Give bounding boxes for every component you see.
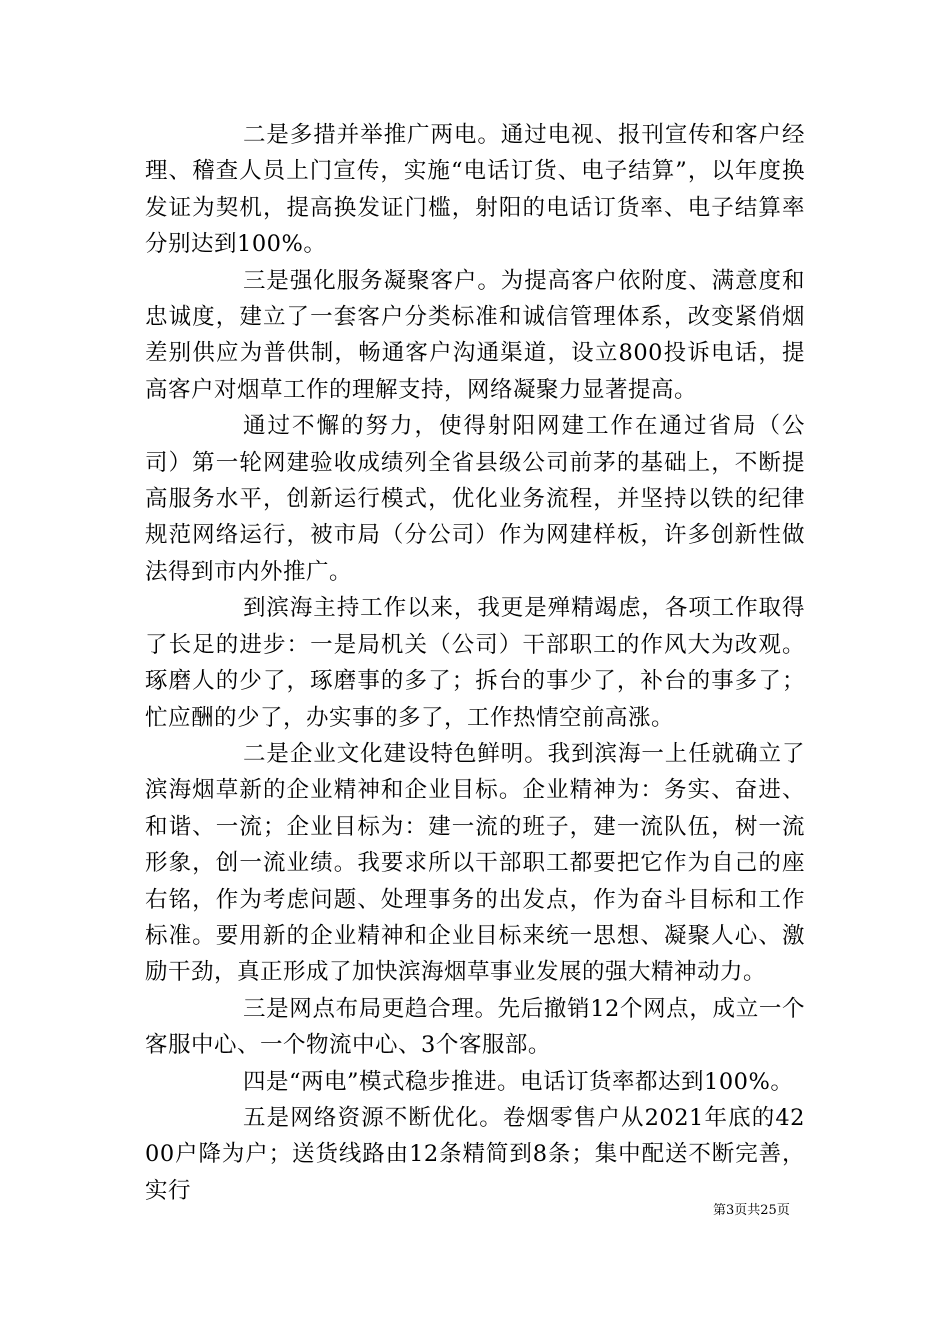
paragraph-corporate-culture: 二是企业文化建设特色鲜明。我到滨海一上任就确立了滨海烟草新的企业精神和企业目标。企业精神为：务实、奋进、和谐、一流；企业目标为：建一流的班子，建一流队伍，树一流形象，创一流业绩。我要求所以干部职工都要把它作为自己的座右铭，作为考虑问题、处理事务的出发点，作为奋斗目标和工作标准。要用新的企业精神和企业目标来统一思想、凝聚人心、激励干劲，真正形成了加快滨海烟草事业发展的强大精神动力。 (145, 740, 805, 986)
paragraph-binhai-progress: 到滨海主持工作以来，我更是殚精竭虑，各项工作取得了长足的进步：一是局机关（公司）干部职工的作风大为改观。琢磨人的少了，琢磨事的多了；拆台的事少了，补台的事多了；忙应酬的少了，办实事的多了，工作热情空前高涨。 (145, 595, 805, 731)
paragraph-strengthen-service: 三是强化服务凝聚客户。为提高客户依附度、满意度和忠诚度，建立了一套客户分类标准和诚信管理体系，改变紧俏烟差别供应为普供制，畅通客户沟通渠道，设立800投诉电话，提高客户对烟草工作的理解支持，网络凝聚力显著提高。 (145, 267, 805, 403)
page-number-footer: 第3页共25页 (713, 1203, 790, 1218)
document-body (145, 117, 805, 1209)
paragraph-sheyang-achievements: 通过不懈的努力，使得射阳网建工作在通过省局（公司）第一轮网建验收成绩列全省县级公司前茅的基础上，不断提高服务水平，创新运行模式，优化业务流程，并坚持以铁的纪律规范网络运行，被市局（分公司）作为网建样板，许多创新性做法得到市内外推广。 (145, 413, 805, 585)
paragraph-two-electronics-mode: 四是“两电”模式稳步推进。电话订货率都达到100%。 (243, 1068, 794, 1095)
paragraph-network-layout: 三是网点布局更趋合理。先后撤销12个网点，成立一个客服中心、一个物流中心、3个客服部。 (145, 995, 805, 1059)
paragraph-network-resources: 五是网络资源不断优化。卷烟零售户从2021年底的4200户降为户；送货线路由12条精简到8条；集中配送不断完善，实行 (145, 1104, 805, 1204)
paragraph-promote-two-electronics: 二是多措并举推广两电。通过电视、报刊宣传和客户经理、稽查人员上门宣传，实施“电话订货、电子结算”，以年度换发证为契机，提高换发证门槛，射阳的电话订货率、电子结算率分别达到100%。 (145, 122, 805, 258)
